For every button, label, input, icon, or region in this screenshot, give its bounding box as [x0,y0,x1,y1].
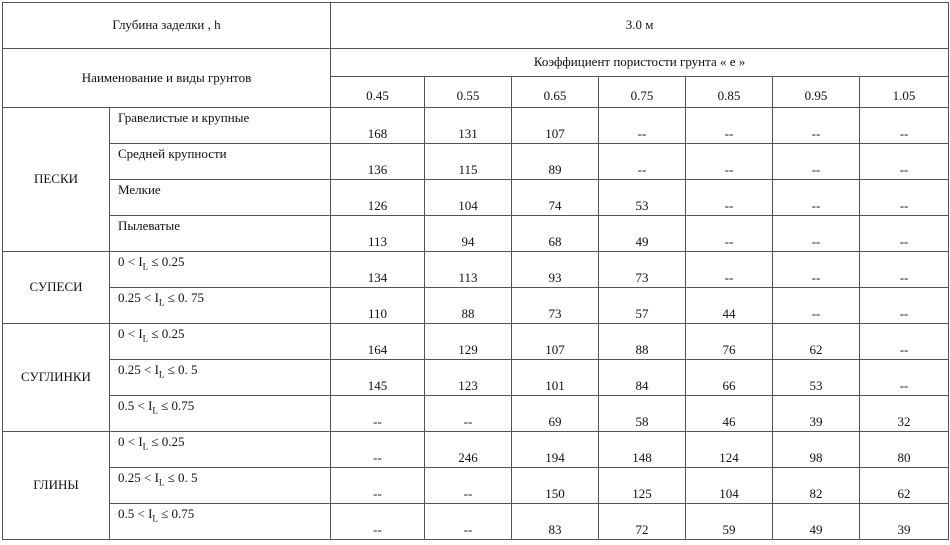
soil-subtype-label: Средней крупности [110,144,331,180]
table-cell: 134 [331,252,425,288]
table-cell: -- [773,252,860,288]
table-cell: 76 [686,324,773,360]
porosity-coefficient-cell: 0.45 [331,77,425,108]
condition-text: ≤ 0.75 [157,398,195,413]
table-cell: 110 [331,288,425,324]
table-cell: 88 [425,288,512,324]
table-cell: 126 [331,180,425,216]
soil-subtype-label [110,468,331,504]
condition-text: ≤ 0. 5 [164,470,198,485]
soil-group-name: СУПЕСИ [3,252,110,324]
table-row [3,396,949,432]
condition-text: ≤ 0.25 [148,254,185,269]
table-row [3,180,949,216]
table-cell: 150 [512,468,599,504]
condition-subscript: L [152,405,158,416]
table-cell: 104 [425,180,512,216]
table-cell: 73 [599,252,686,288]
table-row [3,504,949,540]
table-cell: 62 [860,468,949,504]
table-cell: -- [860,108,949,144]
soil-subtype-label [110,504,331,540]
table-cell: -- [773,216,860,252]
table-cell: 39 [773,396,860,432]
table-cell: 115 [425,144,512,180]
table-cell: 246 [425,432,512,468]
table-cell: -- [331,432,425,468]
table-cell: 73 [512,288,599,324]
table-cell: 53 [599,180,686,216]
condition-text: 0.25 < I [118,362,159,377]
table-cell: 94 [425,216,512,252]
table-cell: 124 [686,432,773,468]
table-cell: -- [773,108,860,144]
condition-text: ≤ 0.25 [148,326,185,341]
porosity-coefficient-cell: 0.65 [512,77,599,108]
porosity-coefficient-cell: 0.55 [425,77,512,108]
soil-subtype-label [110,288,331,324]
table-cell: 123 [425,360,512,396]
table-cell: -- [425,504,512,540]
table-cell: -- [686,144,773,180]
table-row [3,108,949,144]
table-cell: -- [773,288,860,324]
condition-subscript: L [158,369,165,380]
soil-resistance-table [2,2,949,540]
table-cell: 62 [773,324,860,360]
table-cell: 57 [599,288,686,324]
soil-subtype-label: Мелкие [110,180,331,216]
table-cell: -- [860,216,949,252]
table-cell: 113 [331,216,425,252]
table-cell: 93 [512,252,599,288]
table-cell: 194 [512,432,599,468]
table-cell: 74 [512,180,599,216]
table-cell: 69 [512,396,599,432]
condition-text: ≤ 0. 5 [164,362,198,377]
table-cell: 66 [686,360,773,396]
table-cell: -- [599,108,686,144]
table-cell: 83 [512,504,599,540]
porosity-coefficient-header: Коэффициент пористости грунта « е » [331,49,949,77]
table-cell: 164 [331,324,425,360]
porosity-coefficient-cell: 1.05 [860,77,949,108]
table-cell: 98 [773,432,860,468]
table-cell: -- [599,144,686,180]
table-cell: -- [860,360,949,396]
table-cell: 113 [425,252,512,288]
table-cell: 32 [860,396,949,432]
table-cell: -- [860,324,949,360]
condition-text: 0 < I [118,434,143,449]
soil-group-name: ГЛИНЫ [3,432,110,540]
porosity-coefficient-cell: 0.85 [686,77,773,108]
table-cell: 131 [425,108,512,144]
table-cell: -- [331,504,425,540]
table-cell: -- [331,396,425,432]
table-cell: 49 [773,504,860,540]
condition-text: 0.5 < I [118,506,153,521]
table-cell: -- [860,288,949,324]
table-cell: 59 [686,504,773,540]
porosity-coefficient-cell: 0.75 [599,77,686,108]
table-cell: -- [860,180,949,216]
table-cell: 168 [331,108,425,144]
condition-text: 0.25 < I [118,470,159,485]
soil-subtype-label: Пылеватые [110,216,331,252]
table-cell: 101 [512,360,599,396]
soil-subtype-label: Гравелистые и крупные [110,108,331,144]
condition-subscript: L [142,261,149,272]
table-cell: -- [686,180,773,216]
condition-text: ≤ 0.25 [148,434,185,449]
condition-text: 0 < I [118,254,143,269]
table-row [3,324,949,360]
table-cell: 107 [512,108,599,144]
table-cell: 82 [773,468,860,504]
soil-group-name: ПЕСКИ [3,108,110,252]
table-cell: -- [686,252,773,288]
condition-subscript: L [158,477,165,488]
condition-subscript: L [142,441,149,452]
table-cell: -- [425,396,512,432]
soil-subtype-label [110,252,331,288]
condition-text: 0.25 < I [118,290,159,305]
table-cell: 104 [686,468,773,504]
table-cell: 39 [860,504,949,540]
soil-subtype-label [110,324,331,360]
table-cell: 72 [599,504,686,540]
table-cell: -- [686,216,773,252]
table-cell: -- [860,252,949,288]
table-cell: 145 [331,360,425,396]
table-row [3,432,949,468]
table-row [3,288,949,324]
table-cell: 129 [425,324,512,360]
condition-text: 0.5 < I [118,398,153,413]
porosity-coefficient-cell: 0.95 [773,77,860,108]
table-cell: 125 [599,468,686,504]
table-row [3,360,949,396]
table-cell: 148 [599,432,686,468]
depth-label: Глубина заделки , h [3,3,331,49]
table-cell: 58 [599,396,686,432]
soil-type-header: Наименование и виды грунтов [3,49,331,108]
table-cell: -- [860,144,949,180]
table-cell: 53 [773,360,860,396]
table-cell: 80 [860,432,949,468]
table-row [3,144,949,180]
table-cell: -- [686,108,773,144]
soil-subtype-label [110,432,331,468]
table-cell: 68 [512,216,599,252]
table-cell: 136 [331,144,425,180]
table-cell: 107 [512,324,599,360]
table-cell: 44 [686,288,773,324]
condition-text: ≤ 0.75 [157,506,195,521]
table-cell: 49 [599,216,686,252]
soil-subtype-label [110,396,331,432]
table-cell: -- [425,468,512,504]
table-cell: 88 [599,324,686,360]
table-row [3,252,949,288]
condition-text: ≤ 0. 75 [164,290,205,305]
table-cell: 89 [512,144,599,180]
table-cell: 84 [599,360,686,396]
table-cell: 46 [686,396,773,432]
soil-subtype-label [110,360,331,396]
table-row [3,216,949,252]
table-cell: -- [773,180,860,216]
table-row [3,468,949,504]
condition-subscript: L [142,333,149,344]
soil-group-name: СУГЛИНКИ [3,324,110,432]
table-cell: -- [331,468,425,504]
depth-value: 3.0 м [331,3,949,49]
condition-subscript: L [152,513,158,524]
condition-text: 0 < I [118,326,143,341]
table-cell: -- [773,144,860,180]
condition-subscript: L [158,297,165,308]
